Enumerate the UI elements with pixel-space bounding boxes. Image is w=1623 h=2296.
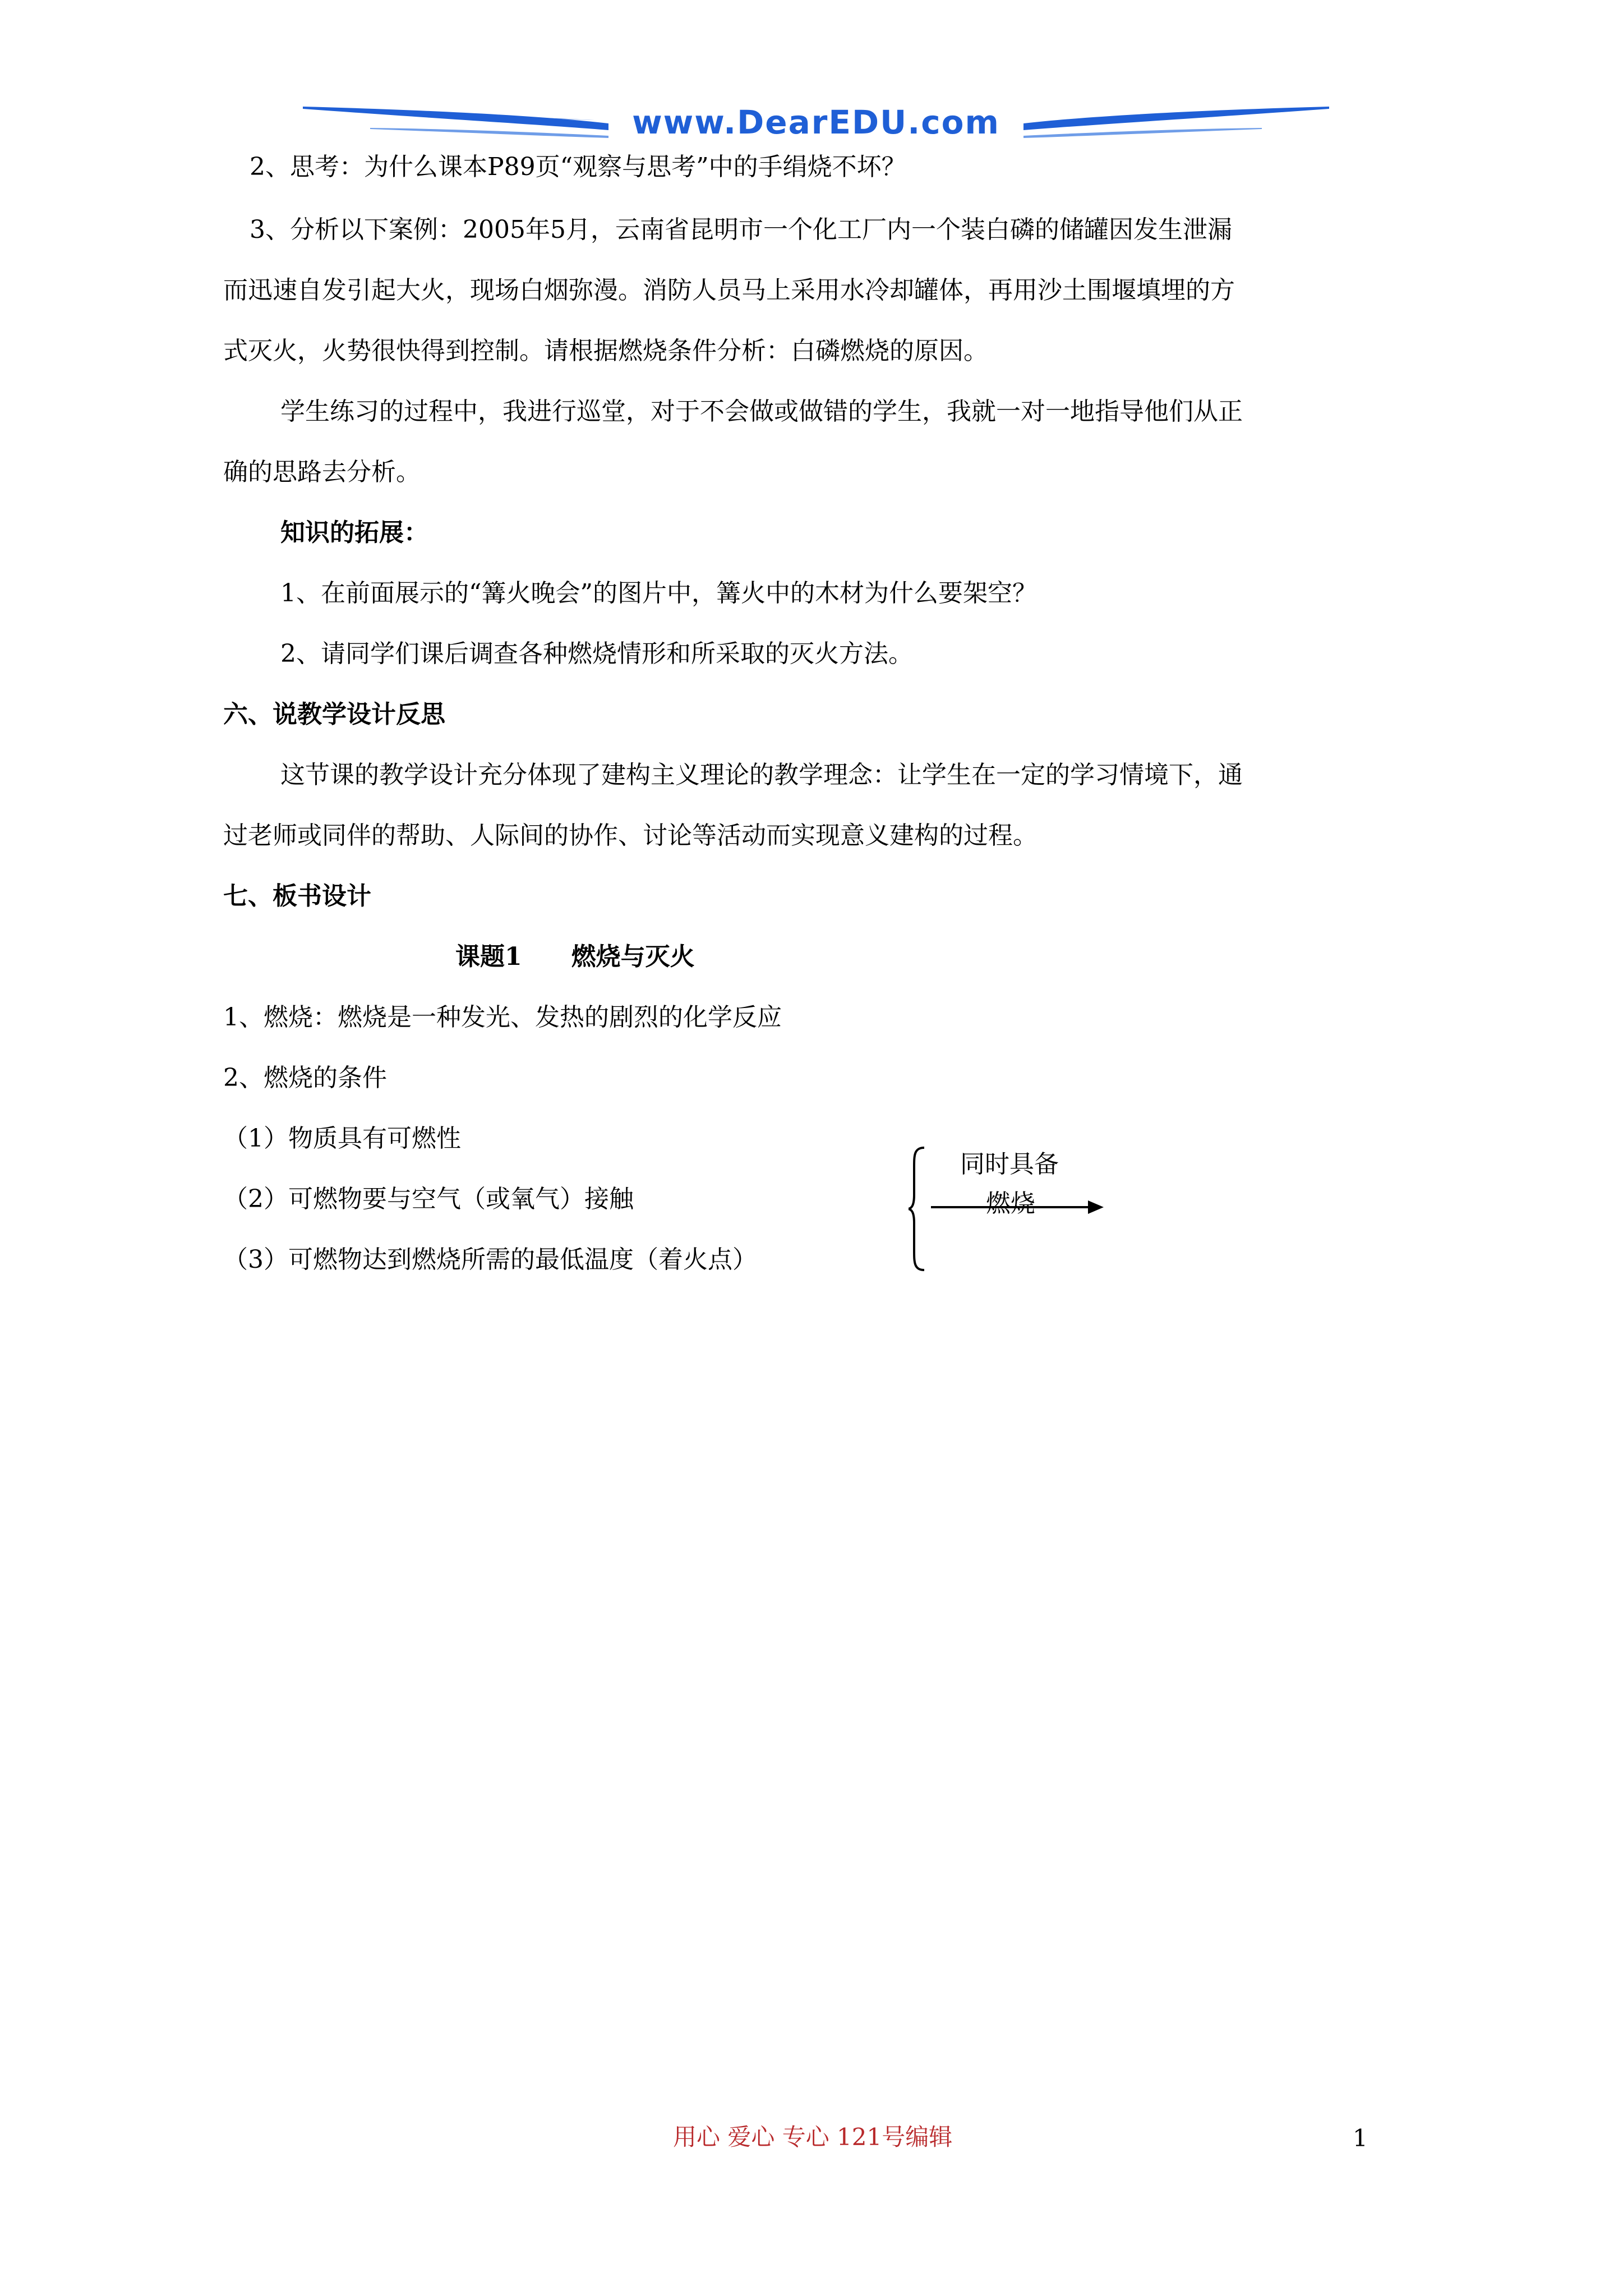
condition-1: （1）物质具有可燃性: [223, 1124, 461, 1153]
page-number: 1: [1353, 2124, 1368, 2152]
practice-line-1: 学生练习的过程中，我进行巡堂，对于不会做或做错的学生，我就一对一地指导他们从正: [280, 397, 1243, 426]
question-3-line-3: 式灭火，火势很快得到控制。请根据燃烧条件分析：白磷燃烧的原因。: [223, 337, 988, 365]
condition-2: （2）可燃物要与空气（或氧气）接触: [223, 1185, 634, 1213]
condition-3: （3）可燃物达到燃烧所需的最低温度（着火点）: [223, 1245, 757, 1274]
section-7-heading: 七、板书设计: [223, 882, 371, 910]
board-item-2: 2、燃烧的条件: [223, 1064, 387, 1092]
practice-line-2: 确的思路去分析。: [223, 458, 421, 486]
extension-item-2: 2、请同学们课后调查各种燃烧情形和所采取的灭火方法。: [280, 639, 913, 668]
board-item-1: 1、燃烧：燃烧是一种发光、发热的剧烈的化学反应: [223, 1003, 782, 1032]
question-3-line-1: 3、分析以下案例：2005年5月，云南省昆明市一个化工厂内一个装白磷的储罐因发生泄漏: [250, 215, 1232, 244]
conditions-brace-diagram: [909, 1144, 1122, 1273]
site-url: www.DearEDU.com: [632, 103, 1000, 141]
extension-heading: 知识的拓展：: [280, 518, 428, 547]
extension-item-1: 1、在前面展示的“篝火晚会”的图片中，篝火中的木材为什么要架空？: [280, 579, 1037, 608]
section-6-heading: 六、说教学设计反思: [223, 700, 445, 729]
question-2: 2、思考：为什么课本P89页“观察与思考”中的手绢烧不坏？: [250, 153, 906, 181]
section-6-line-1: 这节课的教学设计充分体现了建构主义理论的教学理念：让学生在一定的学习情境下，通: [280, 761, 1243, 789]
question-3-line-2: 而迅速自发引起大火，现场白烟弥漫。消防人员马上采用水冷却罐体，再用沙土围堰填埋的方: [223, 276, 1235, 305]
brace-label-top: 同时具备: [960, 1150, 1059, 1179]
board-title: 课题1 燃烧与灭火: [455, 942, 695, 971]
section-6-line-2: 过老师或同伴的帮助、人际间的协作、讨论等活动而实现意义建构的过程。: [223, 821, 1038, 850]
footer-text: 用心 爱心 专心 121号编辑: [673, 2123, 953, 2151]
brace-arrow-label: 燃烧: [986, 1189, 1035, 1218]
